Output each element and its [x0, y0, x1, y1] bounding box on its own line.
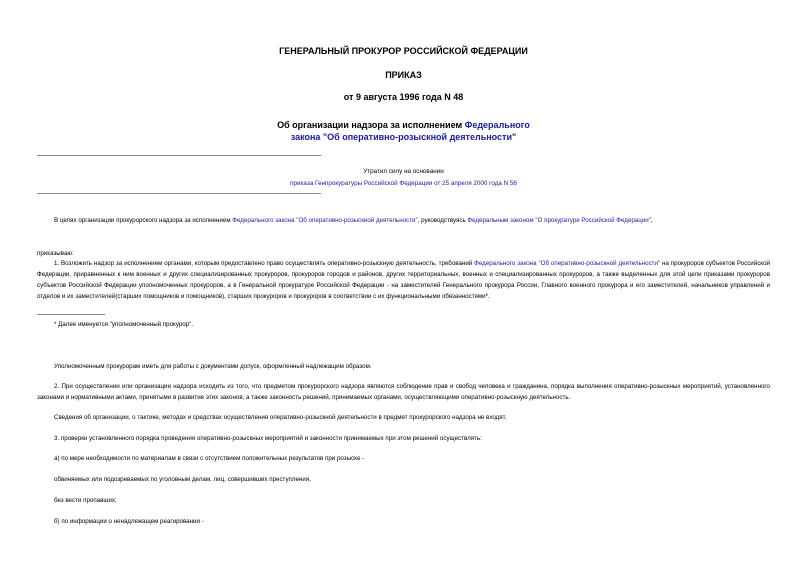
- item-2-paragraph: 2. При осуществлении или организации надзора исходить из того, что предметом прокурорского надзора являются соблюдение прав и свобод человека и гражданина, порядка выполнения оперативно-розыскных мероприятий, установленного законами и нормативными актами, принятыми в развитие этих законов, а также законность решений, принимаемых органами, осуществляющими оперативно-розыскную деятельность.: [37, 383, 770, 401]
- status-top-divider: [37, 155, 321, 156]
- item-3a-paragraph: а) по мере необходимости по материалам в связи с отсутствием положительных результатов при розыске -: [54, 455, 365, 462]
- intro-comma: ,: [650, 217, 653, 224]
- accused-line: обвиняемых или подозреваемых по уголовным делам, лиц, совершивших преступления,: [54, 476, 311, 483]
- item-3b-paragraph: б) по информации о ненадлежащем реагировании -: [54, 518, 204, 525]
- title-link-federal[interactable]: Федерального: [464, 120, 530, 130]
- item-3-paragraph: 3. проверки установленного порядка проведения оперативно-розыскных мероприятий и законности принимаемых при этом решений осуществлять:: [54, 435, 482, 442]
- item-1-text-2: на прокуроров субъектов Российской Федерации, приравненных к ним военных и других специализированных прокуроров, прокуроров городов и районов, других территориальных, военных и специализированных прокуроров, а также выделенных для этой цели приказами прокуроров субъектов Российской Федерации уполномоченных прокуроров, а в Генеральной прокуратуре Российской Федерации - на заместителей Генерального прокурора России, Главного военного прокурора и его заместителей, начальников управлений и отделов и их заместителей(старших помощников и помощников), старших прокуроров и прокуроров в соответствии с их функциональными обязанностями*.: [37, 260, 770, 300]
- info-paragraph: Сведения об организации, о тактике, методах и средствах осуществления оперативно-розыскной деятельности в предмет прокурорского надзора не входят.: [54, 414, 507, 421]
- footnote-divider: [37, 314, 105, 315]
- title-link-law[interactable]: закона "Об оперативно-розыскной деятельности": [290, 132, 517, 142]
- issuer-heading: ГЕНЕРАЛЬНЫЙ ПРОКУРОР РОССИЙСКОЙ ФЕДЕРАЦИИ: [279, 46, 528, 56]
- item-1-text: 1. Возложить надзор за исполнением органами, которым предоставлено право осуществлять оперативно-розыскную деятельность, требований: [54, 260, 475, 267]
- document-title: [0, 119, 807, 143]
- missing-line: без вести пропавших;: [54, 497, 117, 504]
- status-link[interactable]: приказа Генпрокуратуры Российской Федерации от 25 апреля 2000 года N 56: [290, 180, 517, 187]
- intro-link-prosecution-law[interactable]: "О прокуратуре Российской Федерации": [535, 217, 651, 224]
- item-1-link-ord-law[interactable]: Федерального закона "Об оперативно-розыскной деятельности": [474, 260, 661, 267]
- intro-text-2: , руководствуясь: [417, 217, 468, 224]
- footnote: * Далее именуется "уполномоченный прокурор".: [54, 321, 194, 328]
- intro-link-ord-law[interactable]: Федерального закона "Об оперативно-розыскной деятельности": [232, 217, 418, 224]
- access-paragraph: Уполномоченным прокурорам иметь для работы с документами допуск, оформленный надлежащим образом.: [54, 363, 372, 370]
- document-date-heading: от 9 августа 1996 года N 48: [343, 92, 464, 102]
- title-text: Об организации надзора за исполнением: [277, 120, 465, 130]
- intro-paragraph: [37, 215, 770, 226]
- intro-link-federal-law[interactable]: Федеральным законом: [467, 217, 534, 224]
- status-text: Утратил силу на основании: [363, 168, 444, 175]
- status-bottom-divider: [37, 193, 321, 194]
- order-word: приказываю:: [37, 250, 74, 257]
- item-1-paragraph: [37, 258, 770, 302]
- document-type-heading: ПРИКАЗ: [385, 70, 422, 80]
- intro-text: В целях организации прокурорского надзора за исполнением: [54, 217, 233, 224]
